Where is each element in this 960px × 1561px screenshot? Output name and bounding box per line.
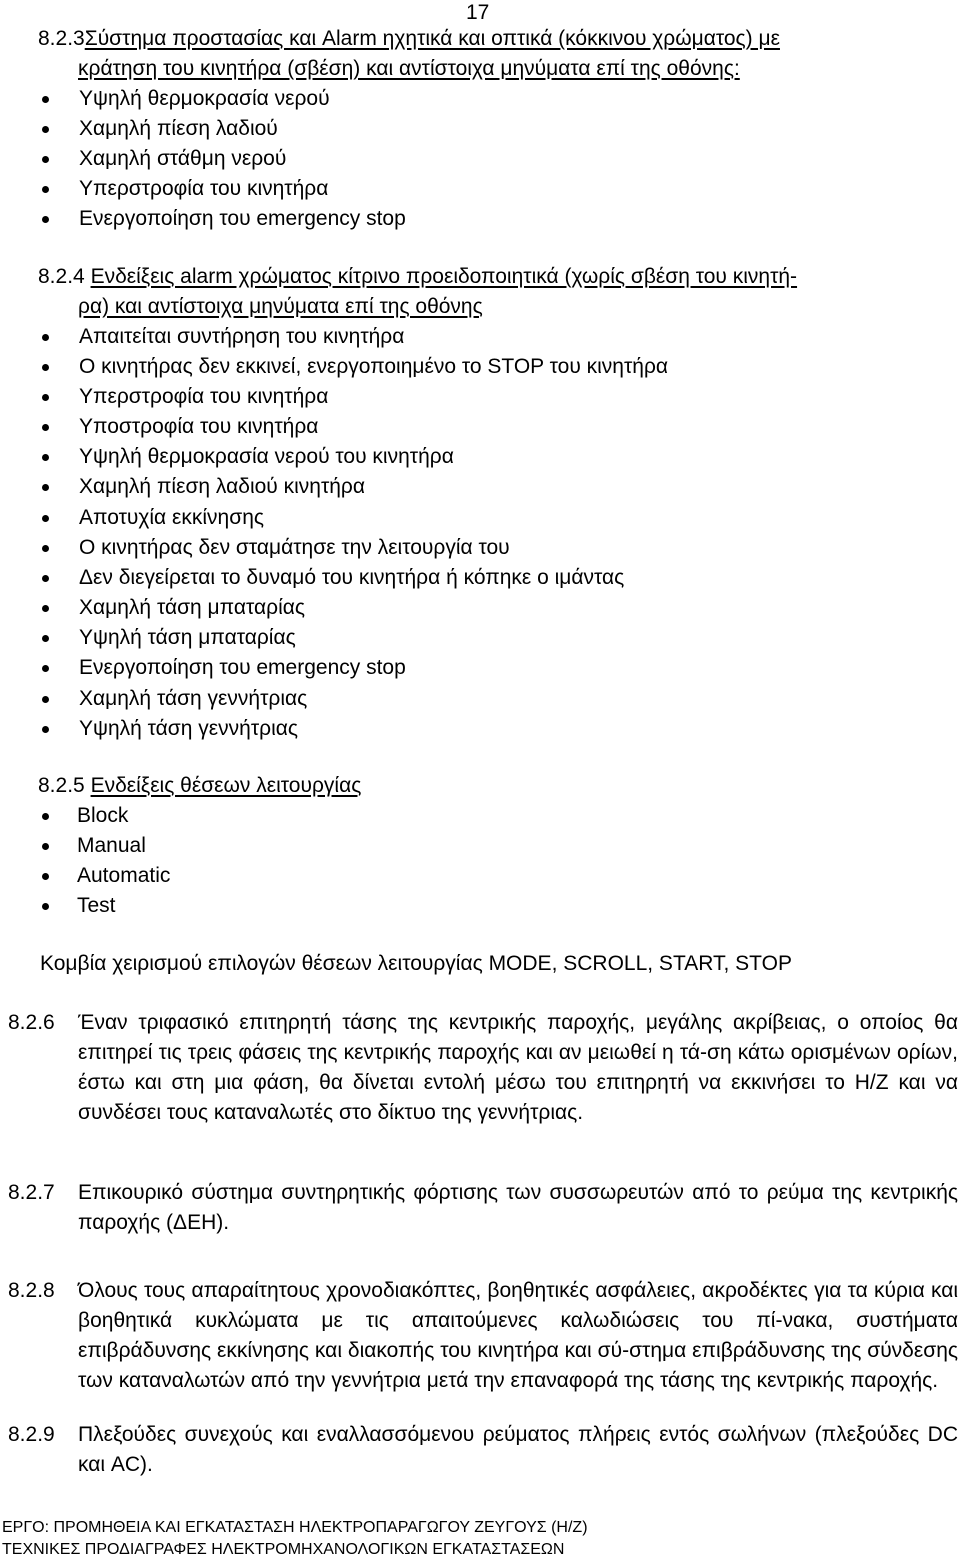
- section-8-2-6-text: Έναν τριφασικό επιτηρητή τάσης της κεντρικής παροχής, μεγάλης ακρίβειας, ο οποίος θα επιτηρεί τις τρεις φάσεις της κεντρικής παροχής και αν μειωθεί η τά-ση κάτω ορισμένων ορίων, έστω και στη μια φάση, θα δίνεται εντολή μέσω του επιτηρητή να εκκινήσει το Η/Ζ και να συνδέσει τους καταναλωτές στο δίκτυο της γεννήτριας.: [78, 1011, 958, 1124]
- list-item: Υπερστροφία του κινητήρα: [42, 384, 328, 410]
- list-item: Υψηλή θερμοκρασία νερού: [42, 86, 330, 112]
- bullet-icon: [42, 545, 49, 552]
- section-8-2-7-text: Επικουρικό σύστημα συντηρητικής φόρτισης των συσσωρευτών από το ρεύμα της κεντρικής παροχής (ΔΕΗ).: [78, 1181, 958, 1234]
- bullet-icon: [42, 216, 49, 223]
- bullet-icon: [42, 726, 49, 733]
- section-8-2-4-heading: [38, 264, 797, 290]
- section-8-2-3-heading: [38, 26, 780, 52]
- bullet-icon: [42, 843, 49, 850]
- section-number: 8.2.5: [38, 774, 85, 797]
- bullet-icon: [42, 873, 49, 880]
- section-title: Ενδείξεις θέσεων λειτουργίας: [90, 774, 362, 797]
- list-item: Υψηλή θερμοκρασία νερού του κινητήρα: [42, 444, 454, 470]
- bullet-icon: [42, 424, 49, 431]
- list-item: Χαμηλή τάση μπαταρίας: [42, 595, 305, 621]
- section-number: 8.2.6: [8, 1011, 55, 1034]
- list-item: Υψηλή τάση μπαταρίας: [42, 625, 296, 651]
- list-item: Υπερστροφία του κινητήρα: [42, 176, 328, 202]
- bullet-icon: [42, 605, 49, 612]
- list-item: Αποτυχία εκκίνησης: [42, 505, 264, 531]
- section-8-2-8-text: Όλους τους απαραίτητους χρονοδιακόπτες, βοηθητικές ασφάλειες, ακροδέκτες για τα κύρια και βοηθητικά κυκλώματα με τις απαιτούμενες καλωδιώσεις του πί-νακα, συστήματα επιβράδυνσης εκκίνησης και διακοπής του κινητήρα και σύ-στημα επιβράδυνσης της σύνδεσης των καταναλωτών από την γεννήτρια μετά την επαναφορά της τάσης της κεντρικής παροχής.: [78, 1279, 958, 1392]
- bullet-icon: [42, 126, 49, 133]
- bullet-icon: [42, 454, 49, 461]
- section-title: Ενδείξεις alarm χρώματος κίτρινο προειδοποιητικά (χωρίς σβέση του κινητή-: [90, 265, 798, 288]
- section-number: 8.2.9: [8, 1423, 55, 1446]
- list-item: Υψηλή τάση γεννήτριας: [42, 716, 298, 742]
- list-item: Υποστροφία του κινητήρα: [42, 414, 318, 440]
- bullet-icon: [42, 635, 49, 642]
- list-item: Ενεργοποίηση του emergency stop: [42, 655, 406, 681]
- section-number: 8.2.3: [38, 27, 85, 50]
- list-item: Automatic: [42, 863, 170, 889]
- list-item: Manual: [42, 833, 146, 859]
- footer-project: ΕΡΓΟ: ΠΡΟΜΗΘΕΙΑ ΚΑΙ ΕΓΚΑΤΑΣΤΑΣΗ ΗΛΕΚΤΡΟΠΑΡΑΓΩΓΟΥ ΖΕΥΓΟΥΣ (Η/Ζ): [2, 1519, 588, 1536]
- bullet-icon: [42, 394, 49, 401]
- bullet-icon: [42, 575, 49, 582]
- bullet-icon: [42, 334, 49, 341]
- page-number: 17: [466, 1, 490, 24]
- bullet-icon: [42, 96, 49, 103]
- list-item: Δεν διεγείρεται το δυναμό του κινητήρα ή κόπηκε ο ιμάντας: [42, 565, 624, 591]
- section-title-continued: ρα) και αντίστοιχα μηνύματα επί της οθόνης: [78, 295, 483, 318]
- list-item: Test: [42, 893, 116, 919]
- bullet-icon: [42, 364, 49, 371]
- list-item: Απαιτείται συντήρηση του κινητήρα: [42, 324, 404, 350]
- footer-spec: ΤΕΧΝΙΚΕΣ ΠΡΟΔΙΑΓΡΑΦΕΣ ΗΛΕΚΤΡΟΜΗΧΑΝΟΛΟΓΙΚΩΝ ΕΓΚΑΤΑΣΤΑΣΕΩΝ: [2, 1541, 565, 1558]
- list-item: Χαμηλή πίεση λαδιού: [42, 116, 278, 142]
- list-item: Block: [42, 803, 128, 829]
- bullet-icon: [42, 813, 49, 820]
- section-number: 8.2.4: [38, 265, 85, 288]
- list-item: Χαμηλή στάθμη νερού: [42, 146, 286, 172]
- list-item: Ο κινητήρας δεν σταμάτησε την λειτουργία του: [42, 535, 510, 561]
- bullet-icon: [42, 665, 49, 672]
- list-item: Χαμηλή τάση γεννήτριας: [42, 686, 307, 712]
- bullet-icon: [42, 903, 49, 910]
- list-item: Ο κινητήρας δεν εκκινεί, ενεργοποιημένο το STOP του κινητήρα: [42, 354, 668, 380]
- bullet-icon: [42, 515, 49, 522]
- bullet-icon: [42, 484, 49, 491]
- section-number: 8.2.8: [8, 1279, 55, 1302]
- mode-buttons-note: Κομβία χειρισμού επιλογών θέσεων λειτουργίας MODE, SCROLL, START, STOP: [40, 952, 792, 975]
- section-number: 8.2.7: [8, 1181, 55, 1204]
- list-item: Χαμηλή πίεση λαδιού κινητήρα: [42, 474, 365, 500]
- list-item: Ενεργοποίηση του emergency stop: [42, 206, 406, 232]
- bullet-icon: [42, 156, 49, 163]
- bullet-icon: [42, 696, 49, 703]
- section-title-continued: κράτηση του κινητήρα (σβέση) και αντίστοιχα μηνύματα επί της οθόνης:: [78, 57, 740, 80]
- section-8-2-9-text: Πλεξούδες συνεχούς και εναλλασσόμενου ρεύματος πλήρεις εντός σωλήνων (πλεξούδες DC και AC).: [78, 1423, 958, 1476]
- bullet-icon: [42, 186, 49, 193]
- section-8-2-5-heading: [38, 773, 361, 799]
- section-title: Σύστημα προστασίας και Alarm ηχητικά και οπτικά (κόκκινου χρώματος) με: [84, 27, 780, 50]
